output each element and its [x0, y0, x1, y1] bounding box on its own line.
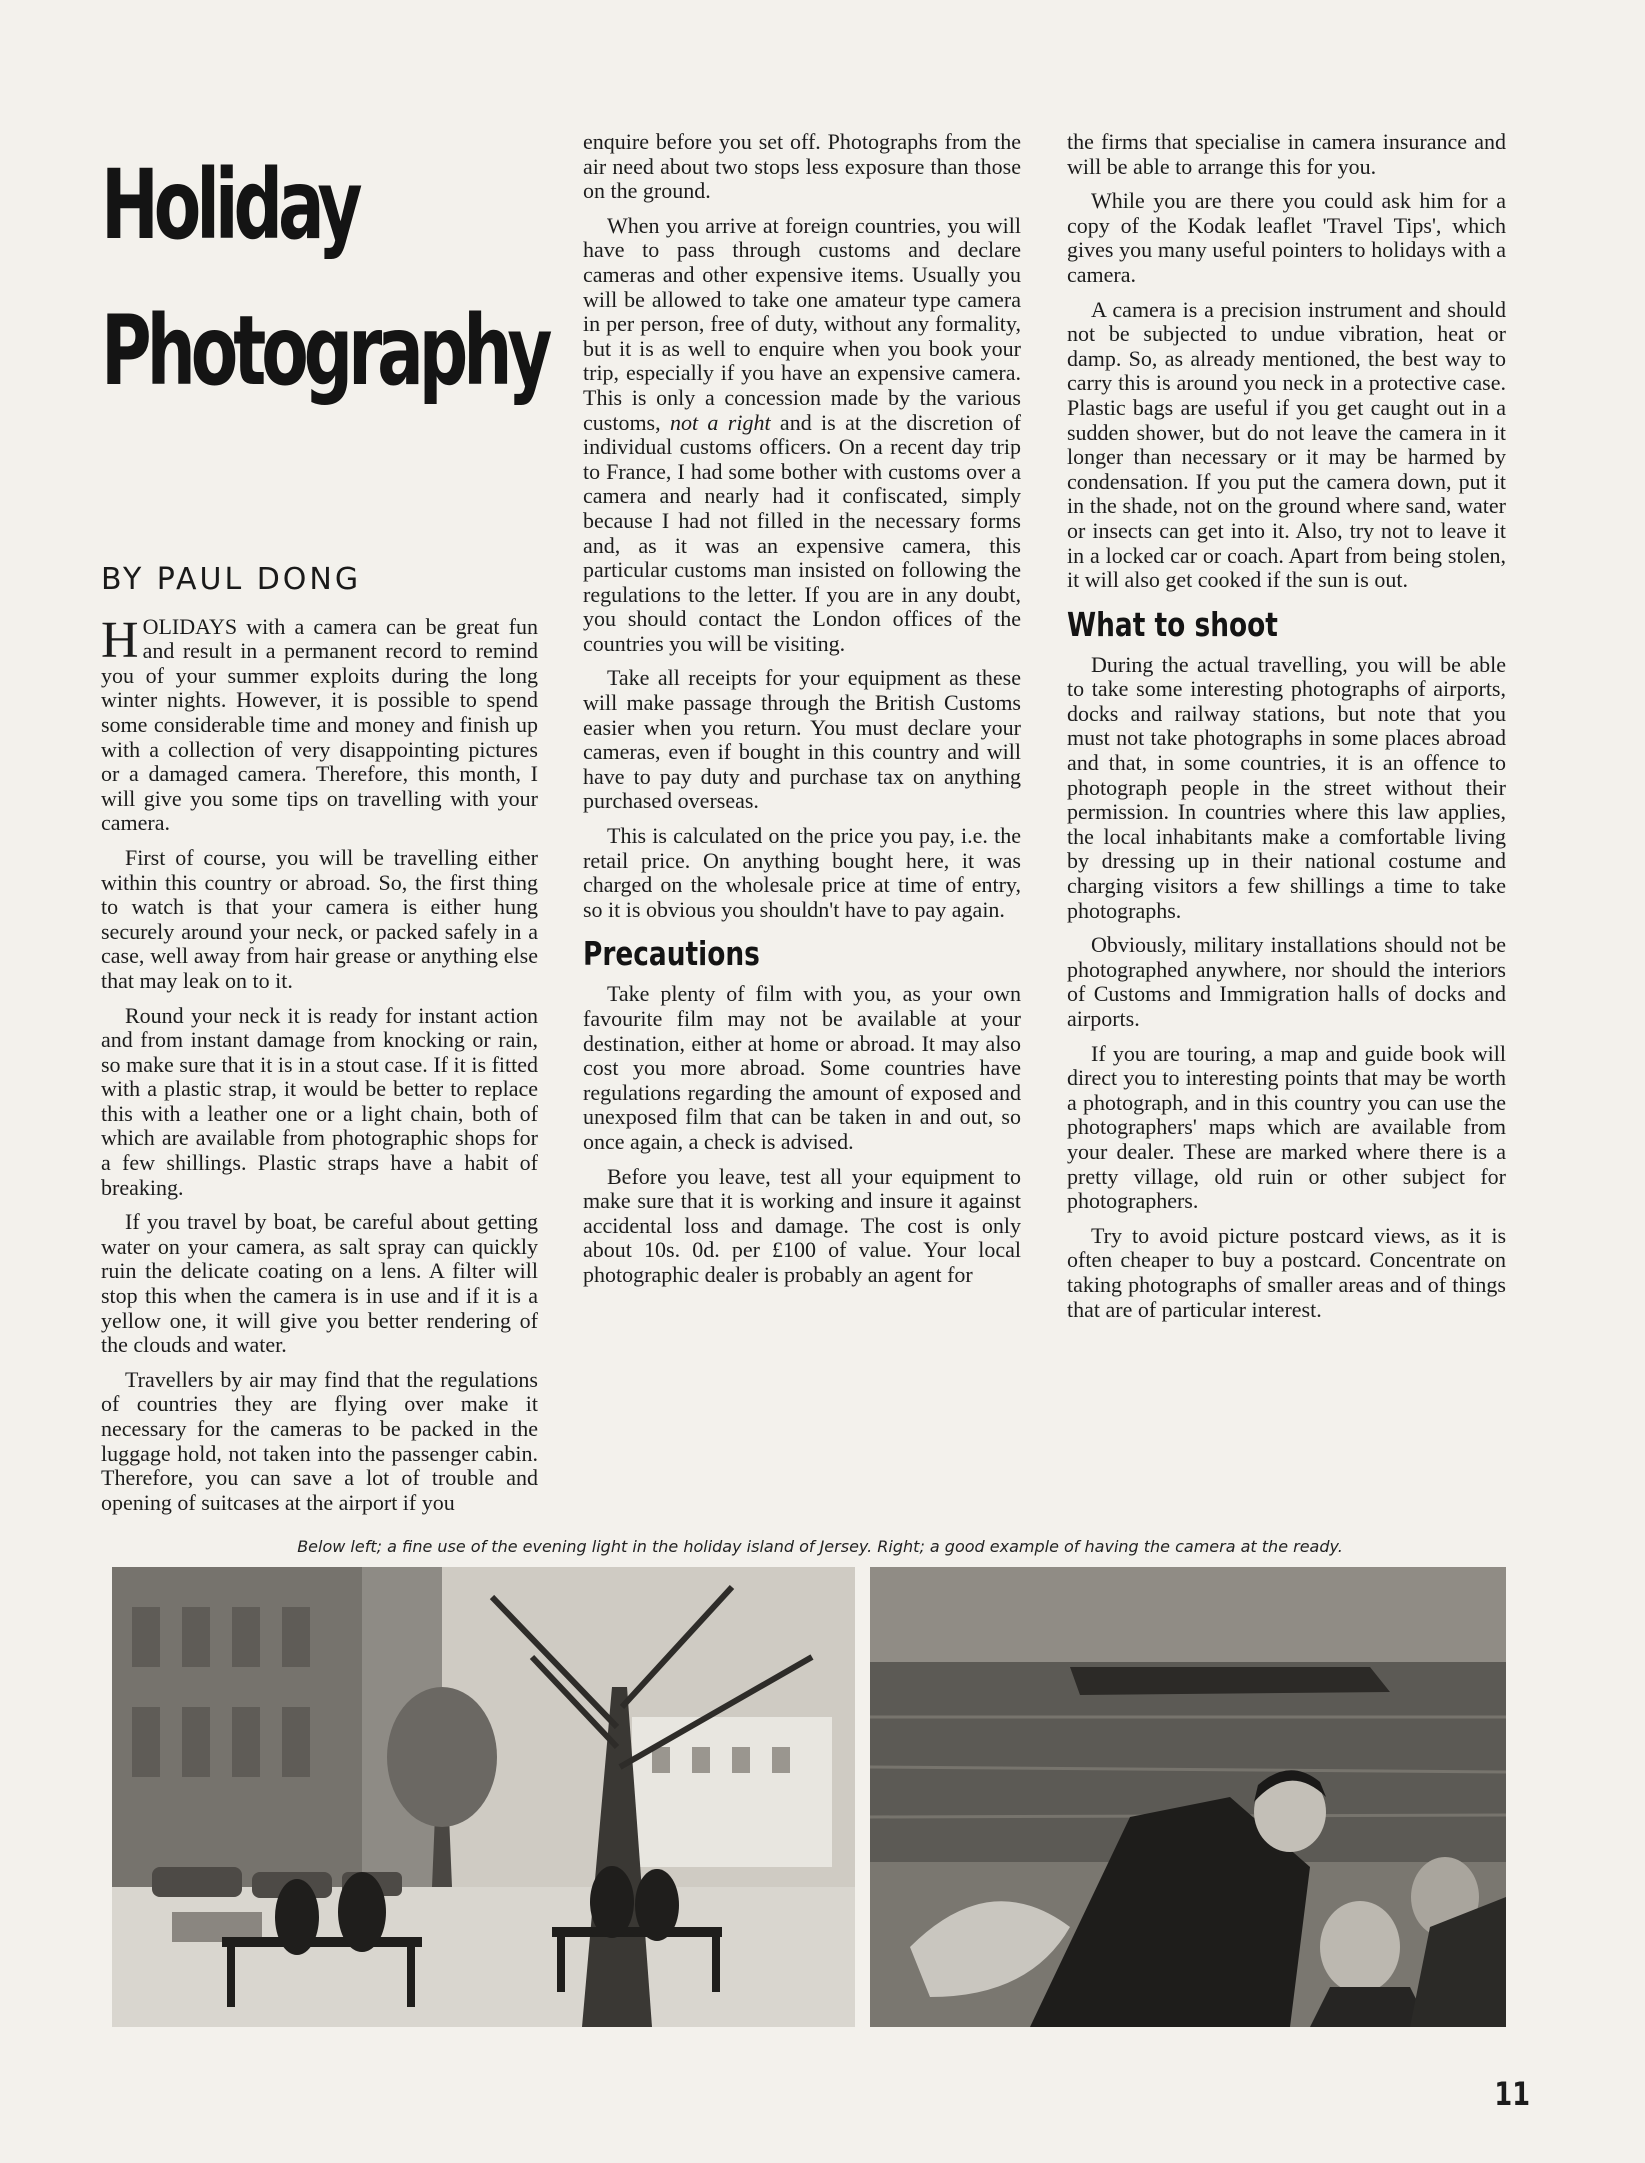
article-column-3 — [1067, 130, 1506, 1332]
heading-precautions: Precautions — [583, 934, 760, 974]
paragraph: A camera is a precision instrument and should not be subjected to undue vibration, heat or damp. So, as already mentioned, the best way to carry this is around you neck in a protective case. Plastic bags are useful if you get caught out in a sudden shower, but do not leave the camera in it longer than necessary or it may be harmed by condensation. If you put the camera down, put it in the shade, not on the ground where sand, water or insects can get into it. Also, try not to leave it in a locked car or coach. Apart from being stolen, it will also get cooked if the sun is out. — [1067, 296, 1506, 593]
photo-caption: Below left; a fine use of the evening light in the holiday island of Jersey. Right; a good example of having the camera at the ready. — [297, 1537, 1343, 1556]
page-number: 11 — [1494, 2075, 1530, 2113]
paragraph: Travellers by air may find that the regulations of countries they are flying over make it necessary for the cameras to be packed in the luggage hold, not taken into the passenger cabin. Therefore, you can save a lot of trouble and opening of suitcases at the airport if you — [101, 1366, 538, 1515]
byline: BY PAUL DONG — [101, 562, 362, 597]
lead-paragraph — [101, 611, 538, 836]
paragraph: Try to avoid picture postcard views, as it is often cheaper to buy a postcard. Concentrate on taking photographs of smaller areas and of things that are of particular interest. — [1067, 1222, 1506, 1322]
photo-boy-by-water — [870, 1567, 1506, 2027]
drop-cap: H — [101, 611, 139, 669]
article-title-line-2: Photography — [101, 295, 548, 407]
photo-jersey-square — [112, 1567, 855, 2027]
paragraph: If you are touring, a map and guide book will direct you to interesting points that may be worth a photograph, and in this country you can use the photographers' maps which are available from your dealer. These are marked where there is a pretty village, old ruin or other subject for photographers. — [1067, 1040, 1506, 1214]
paragraph: If you travel by boat, be careful about getting water on your camera, as salt spray can quickly ruin the delicate coating on a lens. A filter will stop this when the camera is in use and if it is a yellow one, it will give you better rendering of the clouds and water. — [101, 1209, 538, 1358]
paragraph: Take plenty of film with you, as your own favourite film may not be available at your destination, either at home or abroad. It may also cost you more abroad. Some countries have regulations regarding the amount of exposed and unexposed film that can be taken in and out, so once again, a check is advised. — [583, 981, 1021, 1154]
emphasis: not a right — [669, 409, 771, 435]
paragraph-customs — [583, 214, 1021, 657]
article-column-1 — [101, 132, 548, 1525]
lead-text: OLIDAYS with a camera can be great fun and result in a permanent record to remind you of your summer exploits during the long winter nights. However, it is possible to spend some considerable time and money and finish up with a collection of very disappointing pictures or a damaged camera. Therefore, this month, I will give you some tips on travelling with your camera. — [101, 613, 538, 836]
paragraph: Round your neck it is ready for instant action and from instant damage from knocking or rain, so make sure that it is in a stout case. If it is fitted with a plastic strap, it would be better to replace this with a leather one or a light chain, both of which are available from photographic shops for a few shillings. Plastic straps have a habit of breaking. — [101, 1002, 538, 1200]
article-title-line-1: Holiday — [101, 149, 358, 261]
paragraph: While you are there you could ask him for a copy of the Kodak leaflet 'Travel Tips', which gives you many useful pointers to holidays with a camera. — [1067, 188, 1506, 287]
paragraph: During the actual travelling, you will be able to take some interesting photographs of airports, docks and railway stations, but note that you must not take photographs in some places abroad and that, in some countries, it is an offence to photograph people in the street without their permission. In countries where this law applies, the local inhabitants make a comfortable living by dressing up in their national costume and charging visitors a few shillings a time to take photographs. — [1067, 651, 1506, 923]
text-span: and is at the discretion of individual customs officers. On a recent day trip to France, I had some bother with customs over a camera and nearly had it confiscated, simply because I had not filled in the necessary forms and, as it was an expensive camera, this particular customs man insisted on following the regulations to the letter. If you are in any doubt, you should contact the London offices of the countries you will be visiting. — [583, 409, 1021, 656]
jersey-square-image — [112, 1567, 855, 2027]
heading-what-to-shoot: What to shoot — [1067, 604, 1278, 644]
paragraph: First of course, you will be travelling either within this country or abroad. So, the first thing to watch is that your camera is either hung securely around your neck, or packed safely in a case, well away from hair grease or anything else that may leak on to it. — [101, 844, 538, 993]
paragraph: Obviously, military installations should not be photographed anywhere, nor should the interiors of Customs and Immigration halls of docks and airports. — [1067, 932, 1506, 1031]
article-column-2 — [583, 130, 1021, 1298]
paragraph: Before you leave, test all your equipment to make sure that it is working and insure it against accidental loss and damage. The cost is only about 10s. 0d. per £100 of value. Your local photographic dealer is probably an agent for — [583, 1163, 1021, 1287]
paragraph: This is calculated on the price you pay, i.e. the retail price. On anything bought here, it was charged on the wholesale price at time of entry, so it is obvious you shouldn't have to pay again. — [583, 823, 1021, 922]
paragraph: Take all receipts for your equipment as these will make passage through the British Customs easier when you return. You must declare your cameras, even if bought in this country and will have to pay duty and purchase tax on anything purchased overseas. — [583, 665, 1021, 814]
paragraph-continued: enquire before you set off. Photographs from the air need about two stops less exposure than those on the ground. — [583, 129, 1021, 204]
paragraph-continued: the firms that specialise in camera insurance and will be able to arrange this for you. — [1067, 129, 1506, 179]
text-span: When you arrive at foreign countries, you will have to pass through customs and declare cameras and other expensive items. Usually you will be allowed to take one amateur type camera in per person, free of duty, without any formality, but it is as well to enquire when you book your trip, especially if you have an expensive camera. This is only a concession made by the various customs, — [583, 212, 1021, 435]
boy-by-water-image — [870, 1567, 1506, 2027]
